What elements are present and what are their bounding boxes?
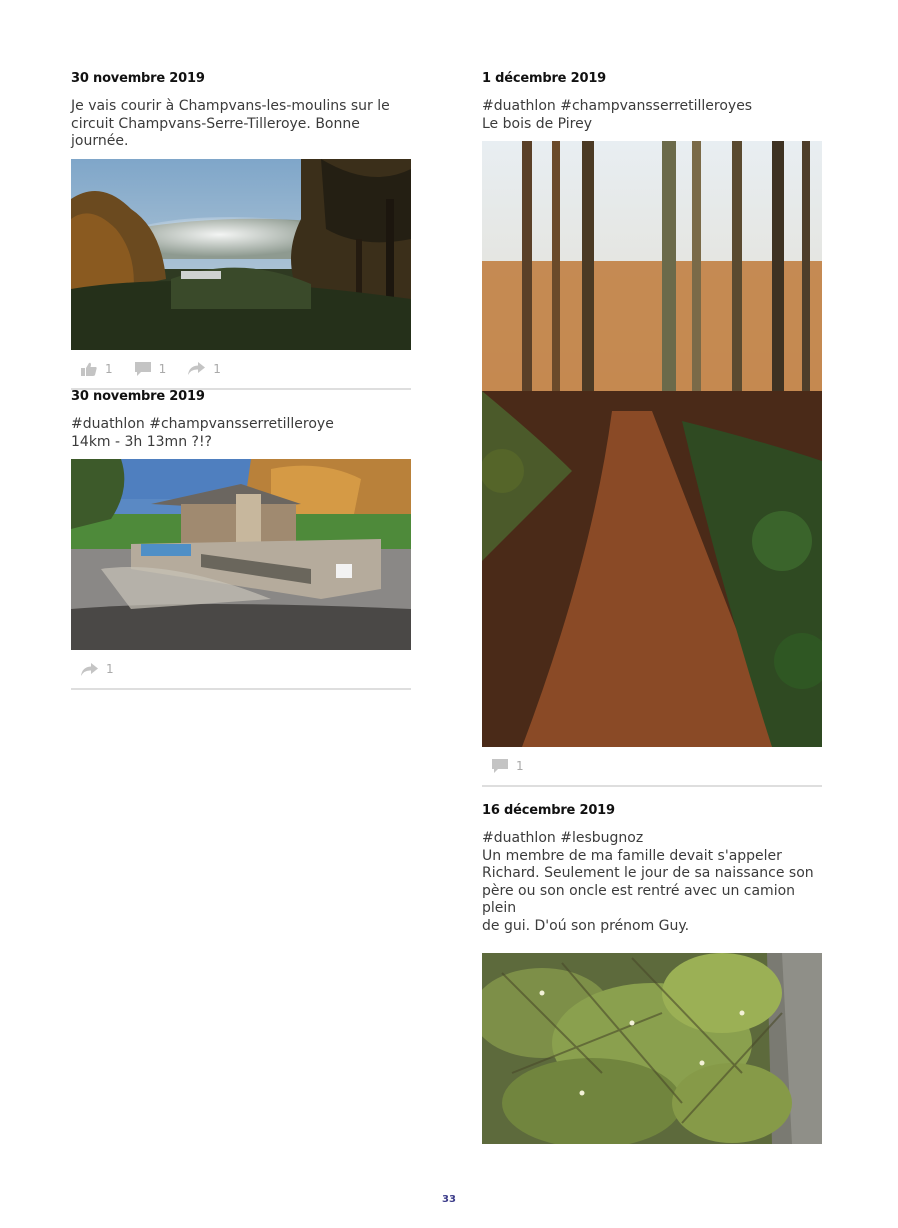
like-count: 1 bbox=[105, 361, 113, 376]
post-date: 30 novembre 2019 bbox=[71, 71, 205, 86]
share-icon bbox=[81, 663, 98, 676]
share-button[interactable] bbox=[188, 362, 221, 376]
comment-count: 1 bbox=[158, 361, 167, 376]
post-date: 30 novembre 2019 bbox=[71, 389, 205, 404]
thumbs-up-icon bbox=[81, 362, 97, 376]
post-date: 16 décembre 2019 bbox=[482, 803, 615, 818]
comment-icon bbox=[135, 362, 151, 376]
reactions-bar bbox=[71, 350, 411, 390]
post-1 bbox=[71, 71, 411, 390]
comment-count: 1 bbox=[516, 759, 524, 773]
reactions-bar bbox=[482, 747, 822, 787]
post-text: Je vais courir à Champvans-les-moulins sur le circuit Champvans-Serre-Tilleroye. Bonne journée. bbox=[71, 98, 390, 149]
comment-icon bbox=[492, 759, 508, 773]
stone-lavoir-photo[interactable] bbox=[71, 459, 411, 650]
post-3 bbox=[482, 71, 822, 787]
post-text: #duathlon #lesbugnoz Un membre de ma famille devait s'appeler Richard. Seulement le jour de sa naissance son père ou son oncle est rentré avec un camion plein de gui. D'oú son prénom Guy. bbox=[482, 830, 814, 934]
share-button[interactable] bbox=[81, 662, 114, 676]
share-count: 1 bbox=[106, 662, 114, 676]
reactions-bar bbox=[71, 650, 411, 690]
post-text: #duathlon #champvansserretilleroye 14km - 3h 13mn ?!? bbox=[71, 416, 334, 450]
post-4 bbox=[482, 803, 822, 1144]
post-date: 1 décembre 2019 bbox=[482, 71, 607, 86]
post-2 bbox=[71, 389, 411, 690]
like-button[interactable] bbox=[81, 362, 113, 376]
comment-button[interactable] bbox=[135, 362, 167, 376]
comment-button[interactable] bbox=[492, 759, 524, 773]
share-icon bbox=[188, 362, 205, 375]
autumn-forest-path-photo[interactable] bbox=[482, 141, 822, 747]
misty-valley-photo[interactable] bbox=[71, 159, 411, 350]
page-number: 33 bbox=[442, 1194, 456, 1205]
mistletoe-photo[interactable] bbox=[482, 953, 822, 1144]
share-count: 1 bbox=[213, 361, 221, 376]
post-text: #duathlon #champvansserretilleroyes Le bois de Pirey bbox=[482, 98, 753, 132]
